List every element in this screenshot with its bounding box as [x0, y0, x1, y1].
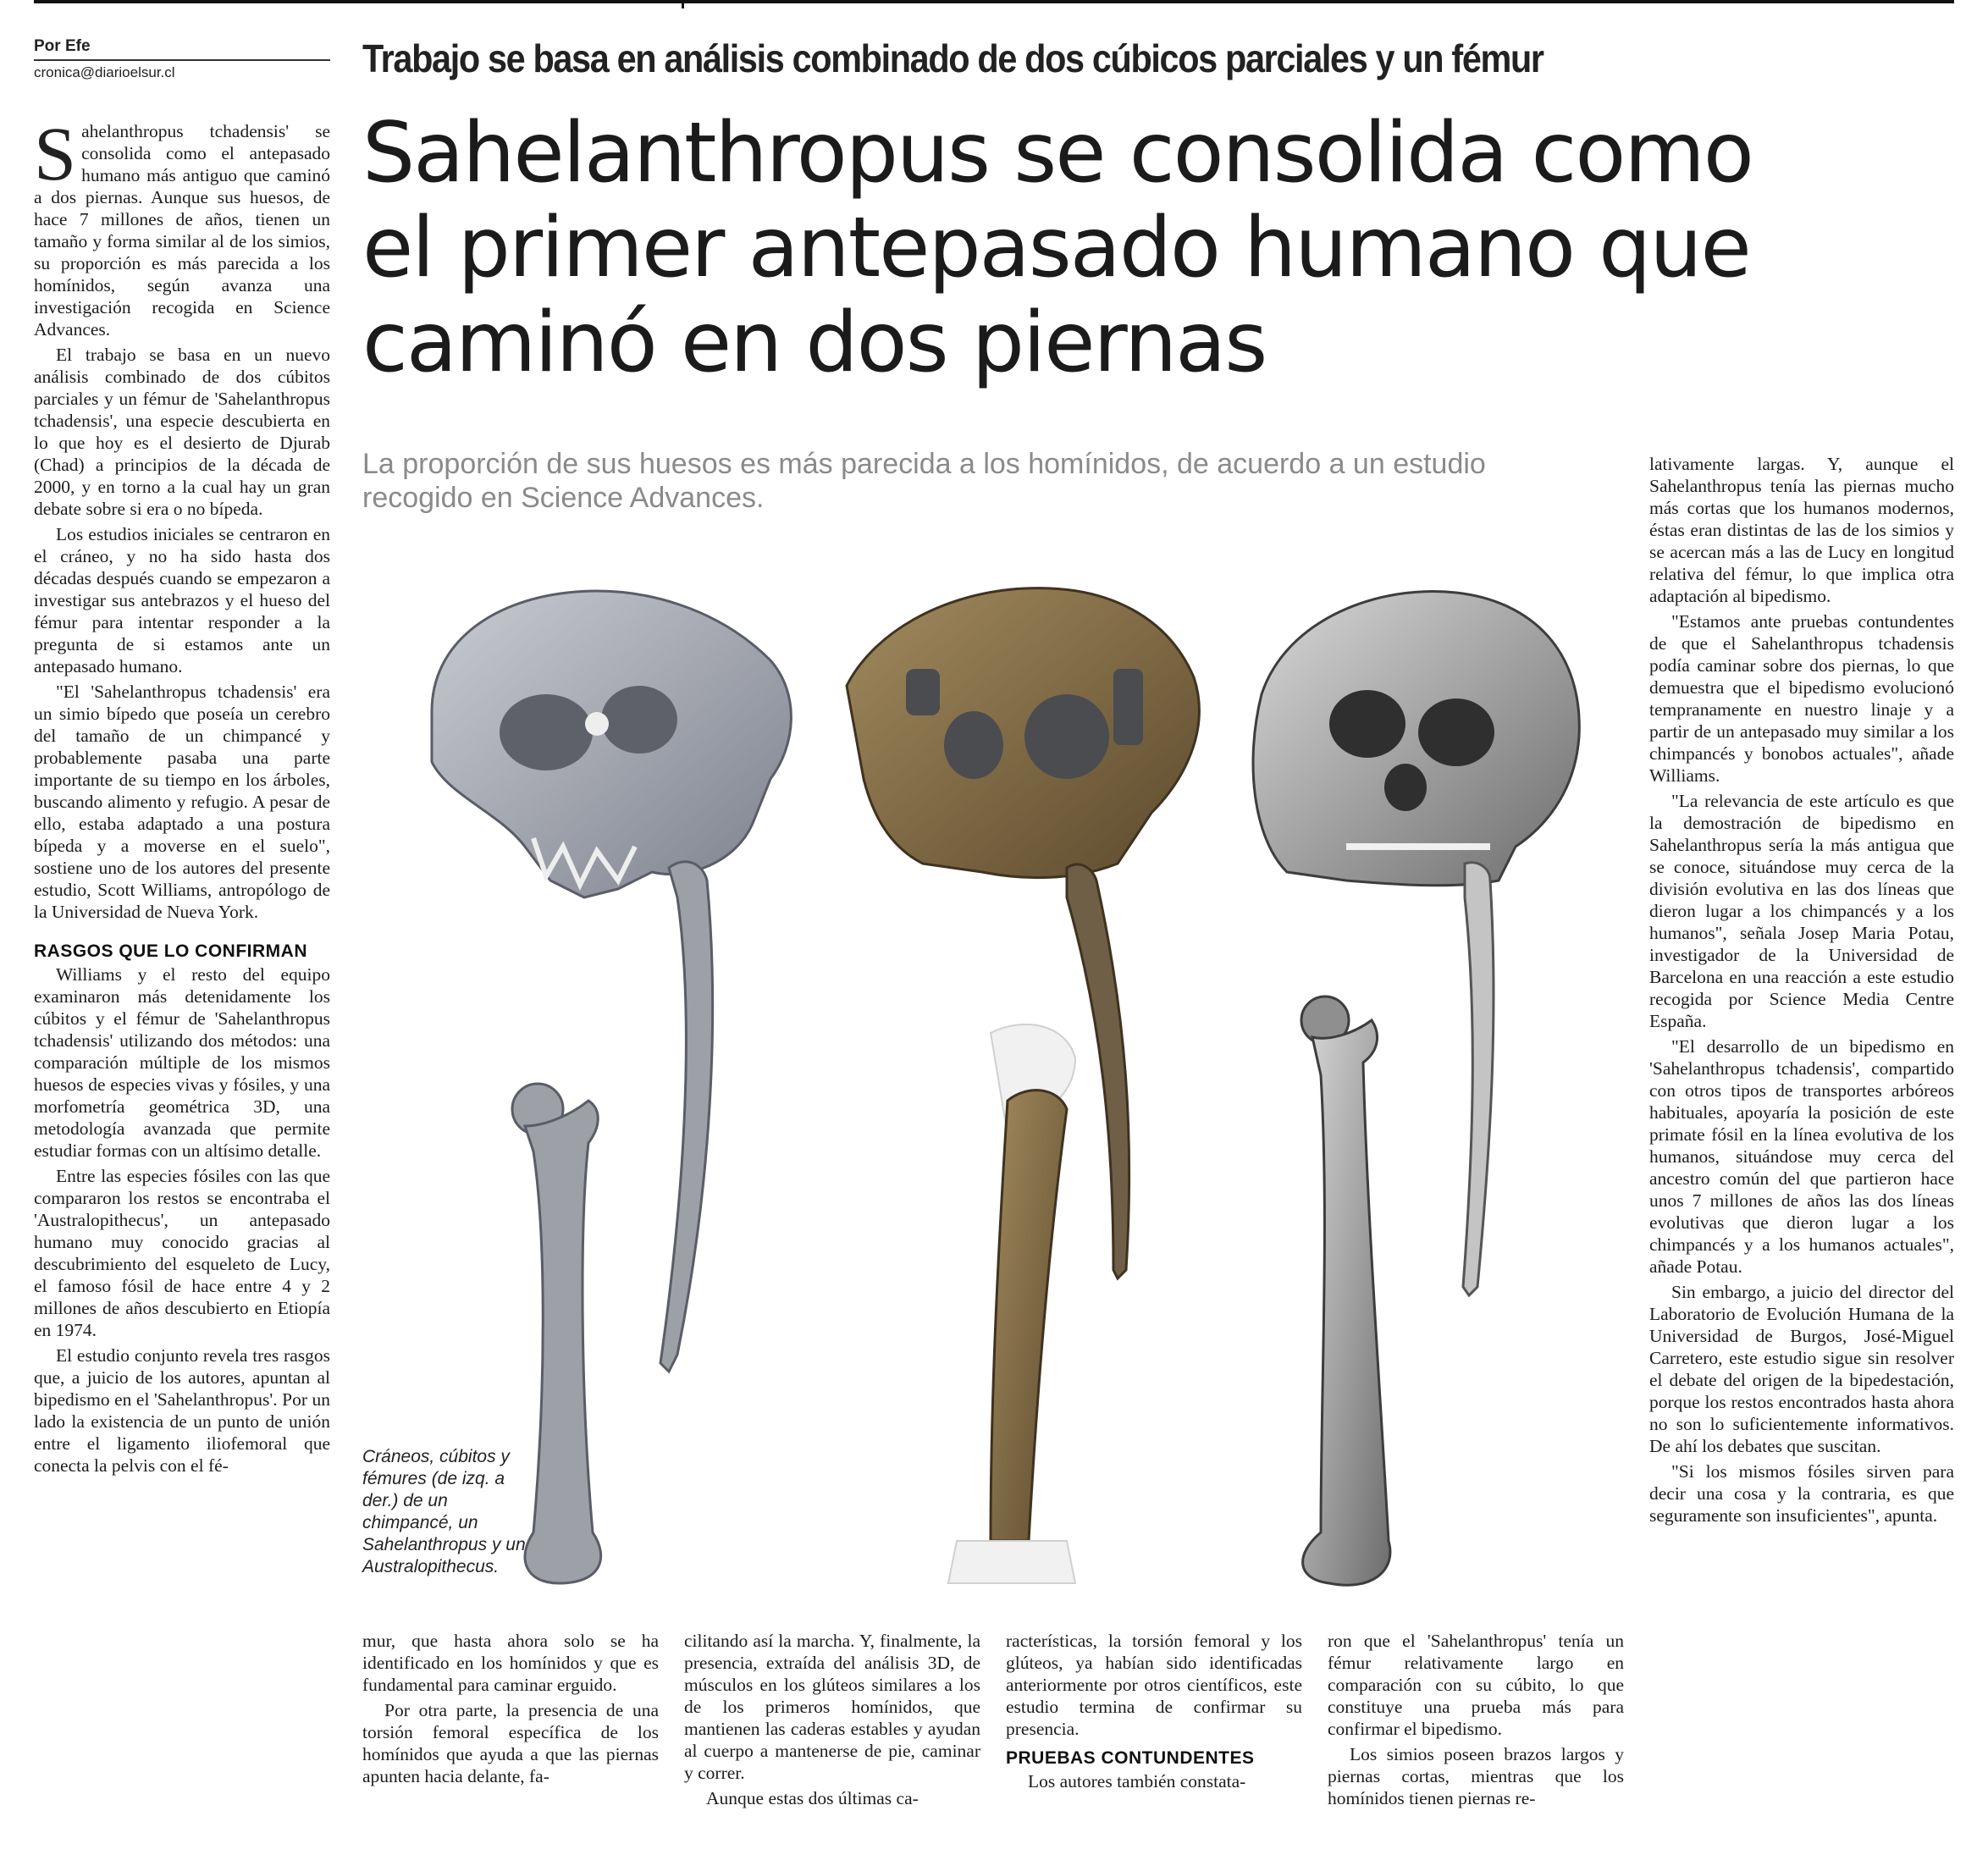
paragraph: Williams y el resto del equipo examinaron más detenidamente los cúbitos y el fémur de 'Sahelanthropus tchadensis' utilizando dos métodos: una comparación múltiple de los mismos huesos de especies vivas y fósiles, y una morfometría geométrica 3D, una metodología avanzada que permite estudiar formas con un altísimo detalle. — [34, 964, 330, 1161]
paragraph: ron que el 'Sahelanthropus' tenía un fémur relativamente largo en comparación con su cúbito, lo que constituye una prueba más para confirmar el bipedismo. — [1328, 1631, 1624, 1739]
top-rule-mark — [682, 0, 684, 8]
paragraph: "El 'Sahelanthropus tchadensis' era un simio bípedo que poseía un cerebro del tamaño de un chimpancé y probablemente pasaba una parte importante de su tiempo en los árboles, buscando alimento y refugio. A pesar de ello, estaba adaptado a una postura bípeda y a moverse en el suelo", sostiene uno de los autores del presente estudio, Scott Williams, antropólogo de la Universidad de Nueva York. — [34, 682, 330, 922]
bottom-column-2 — [684, 1630, 980, 1813]
paragraph: Entre las especies fósiles con las que compararon los restos se encontraba el 'Australopithecus', un antepasado humano muy conocido gracias al descubrimiento del esqueleto de Lucy, el famoso fósil de hace entre 4 y 2 millones de años descubierto en Etiopía en 1974. — [34, 1166, 330, 1340]
paragraph: mur, que hasta ahora solo se ha identificado en los homínidos y que es fundamental para caminar erguido. — [362, 1631, 659, 1695]
top-rule — [34, 0, 1954, 3]
paragraph: Los simios poseen brazos largos y piernas cortas, mientras que los homínidos tienen piernas re- — [1328, 1744, 1624, 1808]
right-column — [1649, 453, 1954, 1530]
paragraph: racterísticas, la torsión femoral y los glúteos, ya habían sido identificadas anteriormente por otros científicos, este estudio termina de confirmar su presencia. — [1006, 1631, 1302, 1739]
intro-text: ahelanthropus tchadensis' se consolida como el antepasado humano más antiguo que caminó a dos piernas. Aunque sus huesos, de hace 7 millones de años, tienen un tamaño y forma similar al de los simios, su proporción es más parecida a los homínidos, según avanza una investigación recogida en Science Advances. — [34, 121, 330, 340]
paragraph: "La relevancia de este artículo es que la demostración de bipedismo en Sahelanthropus sería la más antigua que se conoce, situándose muy cerca de la división evolutiva en las dos líneas que dieron lugar a los chimpancés y a los humanos", señala Josep Maria Potau, investigador de la Universidad de Barcelona en una reacción a este estudio recogida por Science Media Centre España. — [1649, 791, 1954, 1031]
intro-paragraph — [34, 113, 330, 340]
paragraph: Los estudios iniciales se centraron en el cráneo, y no ha sido hasta dos décadas después cuando se empezaron a investigar sus antebrazos y el hueso del fémur para intentar responder a la pregunta de si estamos ante un antepasado humano. — [34, 524, 330, 676]
fossil-figure — [398, 542, 1643, 1617]
sahelanthropus-skull — [847, 588, 1199, 878]
australopithecus-ulna — [1463, 863, 1494, 1295]
headline-line-1: Sahelanthropus se consolida como — [362, 105, 1753, 202]
byline-email: cronica@diarioelsur.cl — [34, 64, 175, 80]
headline-line-3: caminó en dos piernas — [362, 295, 1267, 391]
sahelanthropus-ulna — [1067, 864, 1129, 1278]
chimpanzee-skull — [432, 591, 791, 897]
paragraph: Sin embargo, a juicio del director del Laboratorio de Evolución Humana de la Universidad de Burgos, José-Miguel Carretero, este estudio sigue sin resolver el debate del origen de la bipedestación, porque los restos encontrados hasta ahora no son lo suficientemente informativos. De ahí los debates que suscitan. — [1649, 1282, 1954, 1456]
left-column — [34, 113, 330, 1480]
figure-caption: Cráneos, cúbitos y fémures (de izq. a der.) de un chimpancé, un Sahelanthropus y un Australopithecus. — [362, 1447, 526, 1576]
sahelanthropus-femur — [948, 1024, 1075, 1583]
bottom-column-3 — [1006, 1630, 1302, 1796]
paragraph: Por otra parte, la presencia de una torsión femoral específica de los homínidos que ayuda a que las piernas apunten hacia delante, fa- — [362, 1700, 659, 1786]
paragraph: lativamente largas. Y, aunque el Sahelanthropus tenía las piernas mucho más cortas que los humanos modernos, éstas eran distintas de las de los simios y se acercan más a las de Lucy en longitud relativa del fémur, lo que implica otra adaptación al bipedismo. — [1649, 454, 1954, 606]
australopithecus-skull — [1253, 592, 1579, 886]
bottom-column-1 — [362, 1630, 659, 1791]
paragraph: El estudio conjunto revela tres rasgos que, a juicio de los autores, apuntan al bipedismo en el 'Sahelanthropus'. Por un lado la existencia de un punto de unión entre el ligamento iliofemoral que conecta la pelvis con el fé- — [34, 1345, 330, 1476]
kicker: Trabajo se basa en análisis combinado de dos cúbicos parciales y un fémur — [362, 36, 1543, 80]
paragraph: Los autores también constata- — [1028, 1771, 1246, 1791]
bottom-column-4 — [1328, 1630, 1624, 1813]
section-heading: RASGOS QUE LO CONFIRMAN — [34, 941, 308, 961]
headline-line-2: el primer antepasado humano que — [362, 200, 1750, 296]
subheadline: La proporción de sus huesos es más parecida a los homínidos, de acuerdo a un estudio recogido en Science Advances. — [362, 448, 1486, 514]
paragraph: cilitando así la marcha. Y, finalmente, la presencia, extraída del análisis 3D, de músculos en los glúteos similares a los de los primeros homínidos, que mantienen las caderas estables y ayudan al cuerpo a mantenerse de pie, caminar y correr. — [684, 1631, 980, 1783]
fossil-illustration — [398, 542, 1643, 1617]
paragraph: Aunque estas dos últimas ca- — [706, 1788, 919, 1808]
paragraph: "Estamos ante pruebas contundentes de que el Sahelanthropus tchadensis podía caminar sobre dos piernas, lo que demuestra que el bipedismo evolucionó tempranamente en nuestro linaje y a partir de un antepasado muy similar a los chimpancés y bonobos actuales", añade Williams. — [1649, 611, 1954, 786]
chimpanzee-ulna — [660, 862, 713, 1372]
headline — [362, 106, 1886, 390]
paragraph: "Si los mismos fósiles sirven para decir una cosa y la contraria, es que seguramente son insuficientes", apunta. — [1649, 1461, 1954, 1526]
byline-author: Por Efe — [34, 37, 91, 55]
byline — [34, 37, 330, 81]
paragraph: El trabajo se basa en un nuevo análisis combinado de dos cúbitos parciales y un fémur de 'Sahelanthropus tchadensis', una especie descubierta en lo que hoy es el desierto de Djurab (Chad) a principios de la década de 2000, y en torno a la cual hay un gran debate sobre si era o no bípeda. — [34, 345, 330, 519]
paragraph: "El desarrollo de un bipedismo en 'Sahelanthropus tchadensis', compartido con otros tipos de transportes arbóreos habituales, apoyaría la posición de este primate fósil en la línea evolutiva de los humanos, situándose muy cerca del ancestro común del que partieron hace unos 7 millones de años las dos líneas evolutivas que dieron lugar a los chimpancés y a los humanos actuales", añade Potau. — [1649, 1036, 1954, 1277]
drop-cap: S — [34, 113, 77, 196]
australopithecus-femur — [1301, 996, 1390, 1585]
byline-rule — [34, 59, 330, 61]
section-heading: PRUEBAS CONTUNDENTES — [1006, 1748, 1255, 1768]
